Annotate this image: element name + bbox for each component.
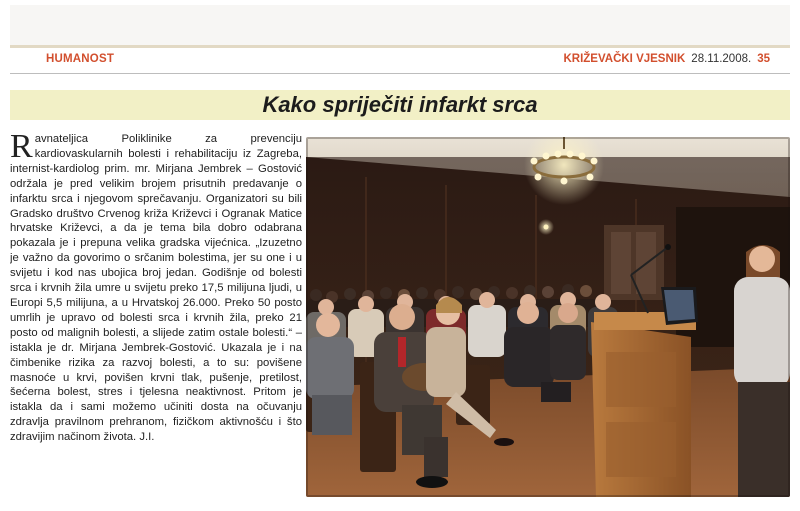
page-number: 35 bbox=[757, 53, 770, 65]
article-headline: Kako spriječiti infarkt srca bbox=[262, 92, 538, 117]
masthead bbox=[563, 53, 770, 65]
top-margin-strip bbox=[10, 5, 790, 45]
lecture-hall-photo bbox=[306, 137, 790, 497]
top-rule bbox=[10, 45, 790, 48]
podium-icon bbox=[591, 312, 696, 497]
drop-cap: R bbox=[10, 132, 33, 165]
issue-date: 28.11.2008. bbox=[691, 53, 752, 65]
article-body bbox=[10, 132, 302, 502]
speaker-figure bbox=[734, 245, 790, 497]
article-body-text: avnateljica Poliklinike za prevenciju kardiovaskularnih bolesti i rehabilitaciju iz Zagreba, internist-kardiolog prim. mr. Mirjana Jembrek – Gostović održala je pred velikim brojem prisutnih predavanje o infarktu srca i njegovom sprečavanju. Organizatori su bili Gradsko društvo Crvenog križa Križevci i Ogranak Matice hrvatske Križevci, a da je tema bila dobro odabrana pokazala je i prepuna velika gradska vijećnica. „Izuzetno je važno da govorimo o srčanim bolestima, jer su one i u svijetu i kod nas ubojica broj jedan. Godišnje od bolesti srca i krvnih žila umre u svijetu preko 17,5 milijuna ljudi, u Europi 5,5 milijuna, a u Hrvatskoj 26.000. Preko 50 posto umrlih je upravo od bolesti srca i krvnih žila, preko 21 posto od malignih bolesti, a slijede zatim ostale bolesti.“ – istakla je dr. Mirjana Jembrek-Gostović. Ukazala je i na čimbenike rizika za razvoj bolesti, a to su: povišene masnoće u krvi, povišen krvni tlak, pušenje, pretilost, šećerna bolest, stres i tjelesna neaktivnost. Pritom je istakla da i sami možemo učiniti dosta na očuvanju zdravlja pravilnom prehranom, fizičkom aktivnošću i što zdravijim načinom života. J.I. bbox=[10, 133, 302, 444]
article-photo bbox=[306, 137, 790, 497]
section-label: HUMANOST bbox=[46, 53, 115, 65]
header-divider bbox=[10, 73, 790, 74]
paper-name: KRIŽEVAČKI VJESNIK bbox=[563, 53, 686, 65]
